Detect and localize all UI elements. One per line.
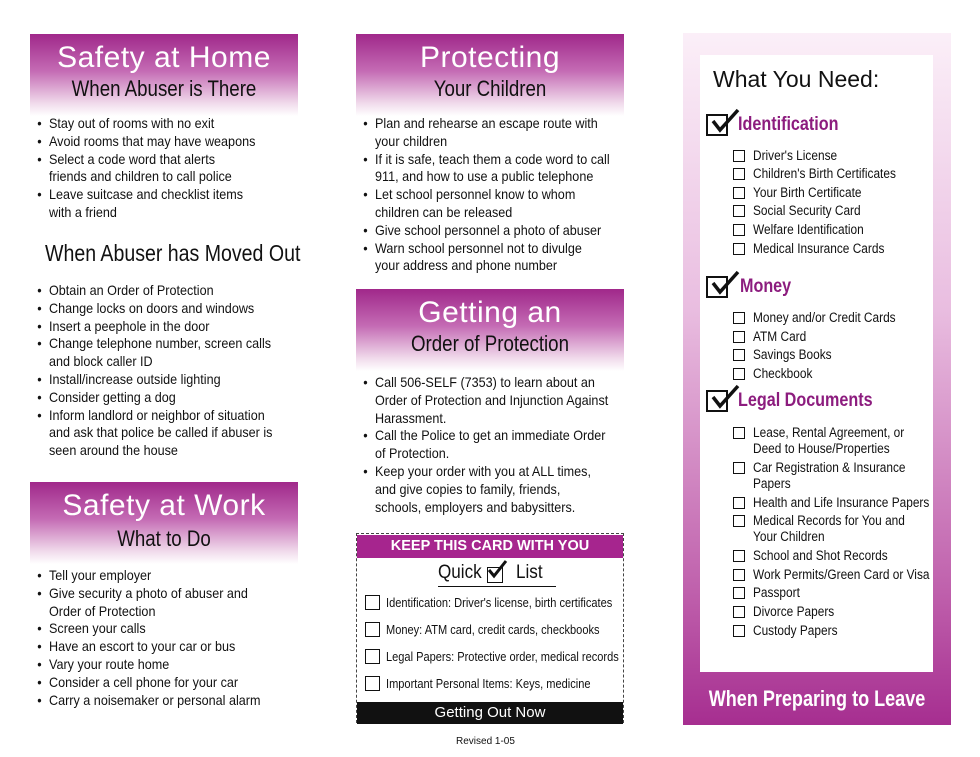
safety-home-header: [30, 34, 298, 116]
safety-work-title: Safety at Work: [62, 489, 266, 522]
list-item: School and Shot Records: [753, 548, 888, 563]
list-item: • Call the Police to get an immediate Order of Protection.: [357, 427, 609, 463]
checkbox-icon: [733, 205, 745, 217]
checkbox-icon: [733, 224, 745, 236]
category-identification: Identification: [738, 114, 839, 135]
list-item: Work Permits/Green Card or Visa: [753, 567, 930, 582]
safety-home-title: Safety at Home: [57, 41, 271, 74]
list-item: Passport: [753, 585, 800, 600]
check-icon: [706, 390, 728, 412]
check-icon: [487, 567, 503, 583]
checkbox-icon: [733, 368, 745, 380]
list-item: • Consider a cell phone for your car: [31, 674, 292, 692]
quick-label: Quick: [438, 562, 482, 583]
checkbox-icon: [733, 550, 745, 562]
safety-work-header: [30, 482, 298, 564]
list-item: • Install/increase outside lighting: [31, 371, 292, 389]
checkbox-icon: [733, 168, 745, 180]
list-item: Car Registration & Insurance: [753, 460, 906, 475]
order-list: [357, 374, 618, 516]
safety-home-subtitle: When Abuser is There: [71, 76, 257, 101]
children-list: [357, 115, 618, 275]
moved-out-heading: When Abuser has Moved Out: [45, 240, 301, 266]
checkbox-icon: [733, 187, 745, 199]
children-header: [356, 34, 624, 116]
list-item: Driver's License: [753, 148, 838, 163]
checkbox-icon: [365, 622, 380, 637]
list-item: • Change locks on doors and windows: [31, 300, 292, 318]
order-title: Getting an: [418, 296, 562, 329]
list-item: • Consider getting a dog: [31, 389, 292, 407]
list-item: ATM Card: [753, 329, 807, 344]
list-item: • Warn school personnel not to divulge your address and phone number: [357, 240, 609, 276]
list-item: • Insert a peephole in the door: [31, 318, 292, 336]
list-item: • Stay out of rooms with no exit: [31, 115, 292, 133]
list-item: Money and/or Credit Cards: [753, 310, 896, 325]
checkbox-icon: [733, 243, 745, 255]
list-item: Savings Books: [753, 347, 832, 362]
list-item: • Keep your order with you at ALL times, and give copies to family, friends, schools, employers and babysitters.: [357, 463, 609, 516]
children-subtitle: Your Children: [433, 76, 547, 101]
children-title: Protecting: [419, 41, 561, 74]
moved-out-list: [31, 282, 292, 460]
list-item: Children's Birth Certificates: [753, 166, 896, 181]
checkbox-icon: [733, 625, 745, 637]
checkbox-icon: [733, 349, 745, 361]
list-item: Your Birth Certificate: [753, 185, 862, 200]
list-item: • Carry a noisemaker or personal alarm: [31, 692, 292, 710]
list-item: • If it is safe, teach them a code word to call 911, and how to use a public telephone: [357, 151, 614, 187]
list-item: • Call 506-SELF (7353) to learn about an Order of Protection and Injunction Against Harassment.: [357, 374, 609, 427]
list-item-cont: Papers: [753, 476, 791, 491]
order-subtitle: Order of Protection: [411, 331, 569, 356]
list-item: • Have an escort to your car or bus: [31, 638, 292, 656]
card-row-personal: Important Personal Items: Keys, medicine: [386, 676, 591, 691]
list-item: Medical Records for You and: [753, 513, 905, 528]
what-you-need-title: What You Need:: [713, 66, 880, 92]
card-header: KEEP THIS CARD WITH YOU: [357, 535, 623, 558]
list-item: Health and Life Insurance Papers: [753, 495, 930, 510]
revised-note: Revised 1-05: [456, 736, 515, 747]
order-header: [356, 289, 624, 371]
list-label: List: [516, 562, 543, 583]
checkbox-icon: [733, 515, 745, 527]
list-item: Checkbook: [753, 366, 813, 381]
list-item: • Screen your calls: [31, 620, 292, 638]
list-item: • Avoid rooms that may have weapons: [31, 133, 292, 151]
preparing-to-leave-footer: When Preparing to Leave: [708, 686, 926, 711]
list-item: • Vary your route home: [31, 656, 292, 674]
list-item-cont: Deed to House/Properties: [753, 441, 890, 456]
category-legal-documents: Legal Documents: [738, 390, 873, 411]
check-icon: [706, 114, 728, 136]
list-item: • Let school personnel know to whom children can be released: [357, 186, 591, 222]
checkbox-icon: [733, 462, 745, 474]
list-item: • Give security a photo of abuser and Order of Protection: [31, 585, 261, 621]
list-item: • Change telephone number, screen calls and block caller ID: [31, 335, 279, 371]
quick-list-title: [438, 562, 558, 588]
card-footer: Getting Out Now: [357, 702, 623, 724]
safety-home-list: [31, 115, 292, 222]
card-row-legal: Legal Papers: Protective order, medical records: [386, 649, 619, 664]
card-row-identification: Identification: Driver's license, birth certificates: [386, 595, 613, 610]
category-money: Money: [740, 276, 792, 297]
list-item: • Tell your employer: [31, 567, 292, 585]
list-item: • Give school personnel a photo of abuser: [357, 222, 618, 240]
checkbox-icon: [733, 331, 745, 343]
list-item: Welfare Identification: [753, 222, 864, 237]
list-item: • Leave suitcase and checklist items with a friend: [31, 186, 265, 222]
underline: [438, 586, 556, 587]
list-item: • Plan and rehearse an escape route with your children: [357, 115, 605, 151]
checkbox-icon: [733, 312, 745, 324]
checkbox-icon: [365, 676, 380, 691]
check-icon: [706, 276, 728, 298]
checkbox-icon: [733, 569, 745, 581]
list-item: • Obtain an Order of Protection: [31, 282, 292, 300]
safety-work-list: [31, 567, 292, 709]
list-item: • Inform landlord or neighbor of situation and ask that police be called if abuser is seen around the house: [31, 407, 283, 460]
checkbox-icon: [733, 150, 745, 162]
checkbox-icon: [733, 427, 745, 439]
list-item: Social Security Card: [753, 203, 861, 218]
list-item: Lease, Rental Agreement, or: [753, 425, 905, 440]
checkbox-icon: [733, 606, 745, 618]
card-row-money: Money: ATM card, credit cards, checkbooks: [386, 622, 600, 637]
checkbox-icon: [733, 497, 745, 509]
list-item: Medical Insurance Cards: [753, 241, 885, 256]
list-item-cont: Your Children: [753, 529, 825, 544]
list-item: • Select a code word that alerts friends and children to call police: [31, 151, 252, 187]
checkbox-icon: [365, 595, 380, 610]
list-item: Divorce Papers: [753, 604, 835, 619]
checkbox-icon: [733, 587, 745, 599]
checkbox-icon: [365, 649, 380, 664]
safety-work-subtitle: What to Do: [117, 526, 211, 551]
list-item: Custody Papers: [753, 623, 838, 638]
